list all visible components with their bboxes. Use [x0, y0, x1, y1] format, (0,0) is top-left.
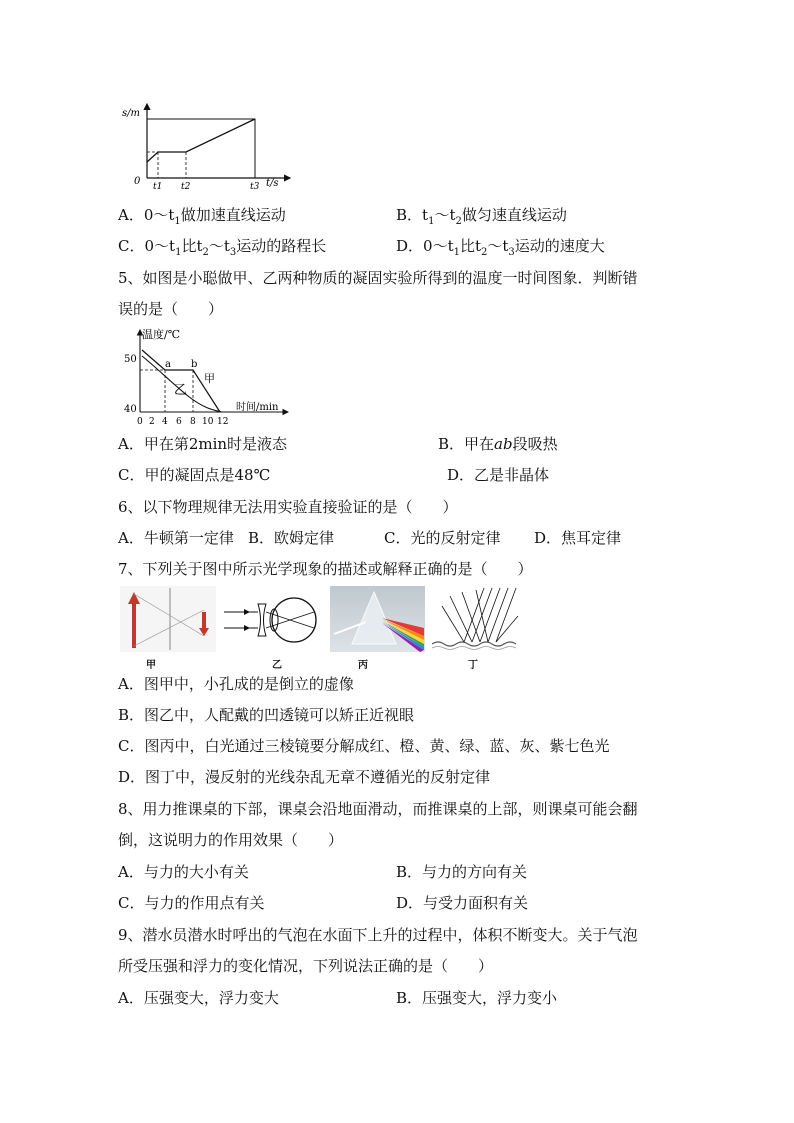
q5-option-c[interactable]: C．甲的凝固点是48℃: [118, 466, 271, 484]
q6-option-a[interactable]: A．牛顿第一定律: [118, 529, 234, 547]
q5-option-b[interactable]: B．甲在ab段吸热: [438, 435, 558, 453]
q7-option-b[interactable]: B．图乙中，人配戴的凹透镜可以矫正近视眼: [118, 706, 415, 724]
q7-figure-yi: [222, 592, 324, 648]
q5-temperature-graph: [118, 324, 293, 428]
q7-stem: 7、下列关于图中所示光学现象的描述或解释正确的是（ ）: [118, 560, 533, 578]
q7-figure-jia: [120, 586, 216, 652]
q5-point-a: a: [165, 359, 171, 370]
q4-t2-label: t2: [181, 182, 191, 190]
q5-option-d[interactable]: D．乙是非晶体: [447, 466, 550, 484]
q9-option-b[interactable]: B．压强变大，浮力变小: [396, 989, 558, 1007]
q5-option-a[interactable]: A．甲在第2min时是液态: [118, 435, 288, 453]
svg-text:12: 12: [217, 417, 229, 427]
q7-caption-yi: 乙: [272, 660, 282, 671]
q7-caption-jia: 甲: [146, 660, 156, 671]
q4-origin: 0: [134, 176, 141, 187]
q8-option-d[interactable]: D．与受力面积有关: [396, 894, 529, 912]
q4-t1-label: t1: [153, 182, 163, 190]
q5-stem-line2: 误的是（ ）: [118, 300, 224, 318]
q8-option-a[interactable]: A．与力的大小有关: [118, 863, 249, 881]
q7-caption-bing: 丙: [358, 660, 368, 671]
q7-option-c[interactable]: C．图丙中，白光通过三棱镜要分解成红、橙、黄、绿、蓝、灰、紫七色光: [118, 737, 610, 755]
q7-option-d[interactable]: D．图丁中，漫反射的光线杂乱无章不遵循光的反射定律: [118, 768, 491, 786]
q9-option-a[interactable]: A．压强变大，浮力变大: [118, 989, 279, 1007]
q7-caption-ding: 丁: [468, 660, 478, 671]
svg-text:2: 2: [149, 417, 155, 427]
q5-xlabel: 时间/min: [236, 402, 279, 413]
q8-option-b[interactable]: B．与力的方向有关: [396, 863, 528, 881]
q6-stem: 6、以下物理规律无法用实验直接验证的是（ ）: [118, 498, 458, 516]
q5-y40: 40: [124, 404, 137, 415]
q4-xlabel: t/s: [266, 178, 279, 189]
q4-t3-label: t3: [250, 182, 260, 190]
q8-option-c[interactable]: C．与力的作用点有关: [118, 894, 265, 912]
q5-label-jia: 甲: [204, 372, 215, 385]
q6-option-b[interactable]: B．欧姆定律: [248, 529, 335, 547]
q5-label-yi: 乙: [174, 383, 188, 398]
q6-option-c[interactable]: C．光的反射定律: [384, 529, 501, 547]
q9-stem-line1: 9、潜水员潜水时呼出的气泡在水面下上升的过程中，体积不断变大。关于气泡: [118, 926, 638, 944]
q4-option-a[interactable]: A．$0\sim t_1$做加速直线运动: [118, 206, 286, 227]
svg-text:6: 6: [176, 417, 182, 427]
q7-figure-ding: [432, 586, 520, 652]
q8-stem-line1: 8、用力推课桌的下部，课桌会沿地面滑动，而推课桌的上部，则课桌可能会翻: [118, 800, 638, 818]
q4-option-c[interactable]: C．$0\sim t_1$比$t_2\sim t_3$运动的路程长: [118, 237, 327, 258]
q7-option-a[interactable]: A．图甲中，小孔成的是倒立的虚像: [118, 675, 354, 693]
q6-option-d[interactable]: D．焦耳定律: [534, 529, 622, 547]
svg-text:10: 10: [202, 417, 214, 427]
q4-motion-line: [147, 119, 255, 162]
q5-ylabel: 温度/℃: [142, 328, 181, 341]
q8-stem-line2: 倒，这说明力的作用效果（ ）: [118, 831, 344, 849]
svg-text:0: 0: [137, 417, 143, 427]
q4-ylabel: s/m: [122, 108, 140, 119]
q5-y50: 50: [124, 354, 137, 365]
q5-point-b: b: [191, 359, 198, 370]
q7-figure-bing: [330, 586, 425, 652]
q4-st-graph: [120, 98, 295, 190]
q4-option-b[interactable]: B．$t_1\sim t_2$做匀速直线运动: [396, 206, 567, 227]
svg-text:8: 8: [190, 417, 196, 427]
q5-xticks: [137, 417, 228, 427]
q9-stem-line2: 所受压强和浮力的变化情况，下列说法正确的是（ ）: [118, 957, 494, 975]
q4-option-d[interactable]: D．$0\sim t_1$比$t_2\sim t_3$运动的速度大: [396, 237, 605, 258]
svg-text:4: 4: [162, 417, 168, 427]
q5-stem-line1: 5、如图是小聪做甲、乙两种物质的凝固实验所得到的温度一时间图象．判断错: [118, 269, 638, 287]
q4-frame: [147, 119, 255, 178]
